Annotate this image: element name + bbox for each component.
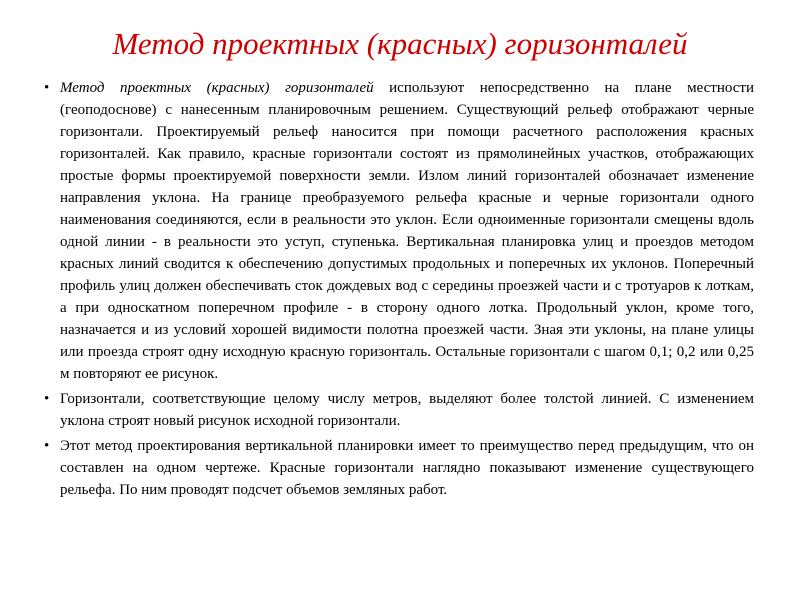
bullet-item (44, 435, 754, 501)
bullet-dot-icon: • (44, 438, 50, 454)
slide-content (44, 77, 754, 504)
bullet-item (44, 388, 754, 432)
slide-title: Метод проектных (красных) горизонталей (112, 26, 688, 61)
bullet-text: используют непосредственно на плане местности (геоподоснове) с нанесенным планировочным решением. Существующий рельеф отображают черные горизонтали. Проектируемый рельеф наносится при помощи расчетного расположения красных горизонталей. Как правило, красные горизонтали состоят из прямолинейных участков, отображающих простые формы проектируемой поверхности земли. Излом линий горизонталей обозначает изменение направления уклона. На границе преобразуемого рельефа красные и черные горизонтали одного наименования соединяются, если в реальности это уклон. Если одноименные горизонтали смещены вдоль одной линии - в реальности это уступ, ступенька. Вертикальная планировка улиц и проездов методом красных линий сводится к обеспечению допустимых продольных и поперечных их уклонов. Поперечный профиль улиц должен обеспечивать сток дождевых вод с середины проезжей части и с тротуаров к лоткам, а при односкатном поперечном профиле - в сторону одного лотка. Продольный уклон, кроме того, назначается и из условий хорошей видимости полотна проезжей части. Зная эти уклоны, на плане улицы или проезда строят одну исходную красную горизонталь. Остальные горизонтали с шагом 0,1; 0,2 или 0,25 м повторяют ее рисунок. (60, 80, 754, 382)
bullet-item (44, 77, 754, 385)
bullet-text: Этот метод проектирования вертикальной планировки имеет то преимущество перед предыдущим, что он составлен на одном чертеже. Красные горизонтали наглядно показывают изменение существующего рельефа. По ним проводят подсчет объемов земляных работ. (60, 438, 754, 498)
bullet-dot-icon: • (44, 391, 50, 407)
bullet-dot-icon: • (44, 80, 50, 96)
bullet-text: Горизонтали, соответствующие целому числу метров, выделяют более толстой линией. С изменением уклона строят новый рисунок исходной горизонтали. (60, 391, 754, 429)
bullet-lead-term: Метод проектных (красных) горизонталей (60, 80, 374, 96)
